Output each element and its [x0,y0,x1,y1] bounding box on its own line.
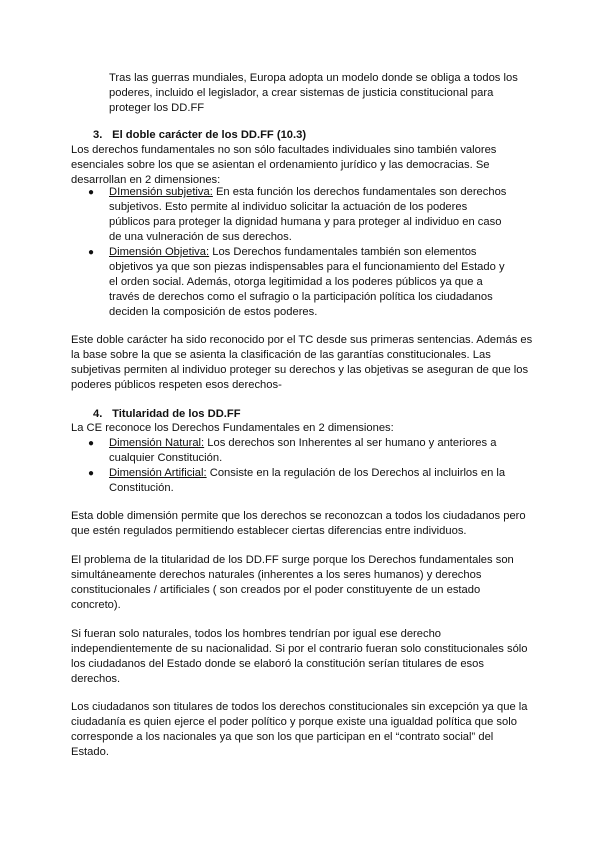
section-3-heading [93,128,306,143]
list-item [88,185,508,245]
paragraph: Si fueran solo naturales, todos los hombres tendrían por igual ese derecho independientemente de su nacionalidad. Si por el contrario fueran solo constitucionales sólo los ciudadanos del Estado donde se elaboró la constitución serían titulares de esos derechos. [71,628,528,685]
bullet-icon: ● [88,468,95,479]
section-3-number: 3. [93,129,103,141]
bullet-text: Consiste en la regulación de los Derechos al incluirlos en la Constitución. [109,467,506,494]
bullet-text: Los derechos son Inherentes al ser humano y anteriores a cualquier Constitución. [109,437,497,464]
section-4-number: 4. [93,408,103,420]
list-item [88,245,508,320]
section-3-intro: Los derechos fundamentales no son sólo facultades individuales sino también valores esenciales sobre los que se asientan el ordenamiento jurídico y las democracias. Se desarrollan en 2 dimensiones: [71,144,497,186]
bullet-icon: ● [88,438,95,449]
section-3-closing: Este doble carácter ha sido reconocido por el TC desde sus primeras sentencias. Además es la base sobre la que se asienta la clasificación de las garantías constitucionales. Las subjetivas permiten al individuo proteger su derechos y las objetivas se aseguran de que los poderes públicos respeten esos derechos- [71,334,533,391]
bullet-term: Dimensión Artificial: [109,467,207,479]
section-4-title: Titularidad de los DD.FF [112,408,241,420]
list-item [88,466,508,496]
bullet-term: Dimensión Natural: [109,437,205,449]
bullet-term: Dimensión Objetiva: [109,246,210,258]
section-3-title: El doble carácter de los DD.FF (10.3) [112,129,307,141]
section-4-bullet-list [88,436,508,496]
paragraph: Los ciudadanos son titulares de todos los derechos constitucionales sin excepción ya que la ciudadanía es quien ejerce el poder político y porque existe una igualdad política que solo corresponde a los nacionales ya que son los que participan en el “contrato social” del Estado. [71,701,528,758]
section-4-heading [93,407,241,422]
section-4-intro: La CE reconoce los Derechos Fundamentales en 2 dimensiones: [71,422,394,434]
paragraph: El problema de la titularidad de los DD.FF surge porque los Derechos fundamentales son simultáneamente derechos naturales (inherentes a los seres humanos) y derechos constitucionales / artificiales ( son creados por el poder constituyente de un estado concreto). [71,554,514,611]
bullet-icon: ● [88,187,95,198]
section-3-bullet-list [88,185,508,320]
paragraph: Esta doble dimensión permite que los derechos se reconozcan a todos los ciudadanos pero que estén regulados permitiendo establecer ciertas diferencias entre individuos. [71,510,526,537]
bullet-text: Los Derechos fundamentales también son elementos objetivos ya que son piezas indispensables para el funcionamiento del Estado y el orden social. Además, otorga legitimidad a los poderes públicos ya que a través de derechos como el sufragio o la participación política los ciudadanos deciden la composición de estos poderes. [109,246,505,318]
bullet-term: DImensión subjetiva: [109,186,213,198]
intro-paragraph: Tras las guerras mundiales, Europa adopta un modelo donde se obliga a todos los poderes, incluido el legislador, a crear sistemas de justicia constitucional para proteger los DD.FF [109,72,518,114]
list-item [88,436,508,466]
bullet-text: En esta función los derechos fundamentales son derechos subjetivos. Esto permite al individuo solicitar la actuación de los poderes públicos para proteger la dignidad humana y para proteger al individuo en caso de una vulneración de sus derechos. [109,186,507,243]
bullet-icon: ● [88,247,95,258]
